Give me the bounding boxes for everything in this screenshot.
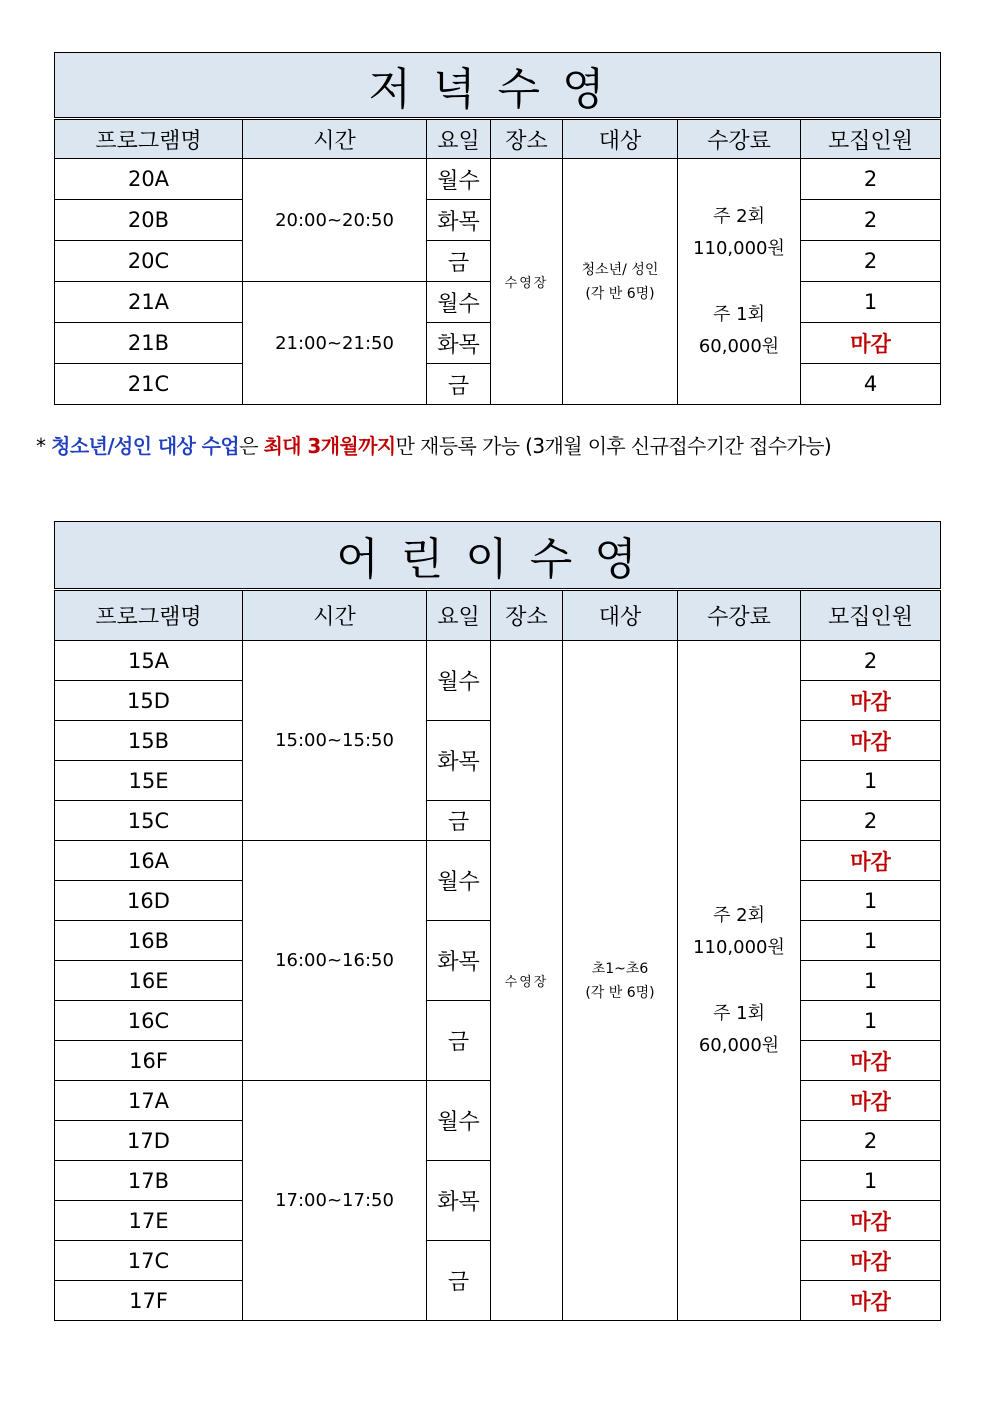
day-cell: 월수 (427, 282, 491, 323)
table-row (55, 641, 941, 681)
program-name: 21C (55, 364, 243, 405)
program-name: 16C (55, 1001, 243, 1041)
evening-schedule-table (54, 52, 941, 405)
fee-line: 60,000원 (698, 1034, 780, 1056)
kids-schedule-table (54, 521, 941, 1321)
program-name: 15E (55, 761, 243, 801)
place-cell: 수영장 (491, 159, 563, 405)
fee-cell (678, 159, 801, 405)
note-target-highlight: 청소년/성인 대상 수업 (51, 434, 240, 458)
program-name: 16B (55, 921, 243, 961)
capacity-cell: 2 (801, 641, 941, 681)
header-capacity: 모집인원 (801, 119, 941, 159)
header-day: 요일 (427, 590, 491, 641)
day-cell: 월수 (427, 841, 491, 921)
target-cell (563, 641, 678, 1321)
fee-line: 주 1회 (713, 1002, 765, 1024)
program-name: 15D (55, 681, 243, 721)
program-name: 17A (55, 1081, 243, 1121)
capacity-cell: 2 (801, 1121, 941, 1161)
time-slot: 15:00~15:50 (243, 641, 427, 841)
program-name: 15B (55, 721, 243, 761)
time-slot: 20:00~20:50 (243, 159, 427, 282)
capacity-cell: 2 (801, 801, 941, 841)
capacity-cell: 1 (801, 761, 941, 801)
capacity-cell: 마감 (801, 323, 941, 364)
capacity-cell: 1 (801, 961, 941, 1001)
header-fee: 수강료 (678, 119, 801, 159)
program-name: 20C (55, 241, 243, 282)
time-slot: 17:00~17:50 (243, 1081, 427, 1321)
target-line: (각 반 6명) (585, 984, 655, 1001)
note-text: 은 (239, 434, 264, 458)
program-name: 17B (55, 1161, 243, 1201)
day-cell: 금 (427, 1241, 491, 1321)
header-capacity: 모집인원 (801, 590, 941, 641)
registration-note (36, 430, 831, 459)
program-name: 21A (55, 282, 243, 323)
note-asterisk: * (36, 434, 46, 458)
capacity-cell: 마감 (801, 1201, 941, 1241)
header-place: 장소 (491, 119, 563, 159)
capacity-cell: 마감 (801, 841, 941, 881)
fee-line: 주 2회 (713, 205, 765, 227)
program-name: 20B (55, 200, 243, 241)
capacity-cell: 마감 (801, 721, 941, 761)
capacity-cell: 마감 (801, 1241, 941, 1281)
note-limit-highlight: 최대 3개월까지 (263, 434, 396, 458)
target-line: (각 반 6명) (585, 285, 655, 302)
day-cell: 금 (427, 801, 491, 841)
fee-line: 110,000원 (693, 936, 785, 958)
day-cell: 화목 (427, 323, 491, 364)
day-cell: 월수 (427, 159, 491, 200)
capacity-cell: 1 (801, 921, 941, 961)
note-text: 만 재등록 가능 (3개월 이후 신규접수기간 접수가능) (395, 434, 832, 458)
header-place: 장소 (491, 590, 563, 641)
day-cell: 금 (427, 364, 491, 405)
program-name: 15A (55, 641, 243, 681)
capacity-cell: 1 (801, 881, 941, 921)
program-name: 17D (55, 1121, 243, 1161)
day-cell: 화목 (427, 921, 491, 1001)
time-slot: 16:00~16:50 (243, 841, 427, 1081)
header-fee: 수강료 (678, 590, 801, 641)
capacity-cell: 마감 (801, 1041, 941, 1081)
program-name: 16F (55, 1041, 243, 1081)
time-slot: 21:00~21:50 (243, 282, 427, 405)
fee-line: 60,000원 (698, 335, 780, 357)
capacity-cell: 1 (801, 282, 941, 323)
day-cell: 금 (427, 241, 491, 282)
capacity-cell: 1 (801, 1161, 941, 1201)
header-program: 프로그램명 (55, 590, 243, 641)
target-line: 청소년/ 성인 (581, 261, 659, 278)
program-name: 17E (55, 1201, 243, 1241)
day-cell: 금 (427, 1001, 491, 1081)
day-cell: 화목 (427, 200, 491, 241)
capacity-cell: 1 (801, 1001, 941, 1041)
program-name: 21B (55, 323, 243, 364)
day-cell: 월수 (427, 1081, 491, 1161)
header-program: 프로그램명 (55, 119, 243, 159)
place-cell: 수영장 (491, 641, 563, 1321)
capacity-cell: 4 (801, 364, 941, 405)
capacity-cell: 마감 (801, 681, 941, 721)
day-cell: 월수 (427, 641, 491, 721)
capacity-cell: 2 (801, 241, 941, 282)
evening-table-title: 저녁수영 (55, 53, 941, 119)
header-day: 요일 (427, 119, 491, 159)
day-cell: 화목 (427, 1161, 491, 1241)
header-time: 시간 (243, 119, 427, 159)
header-target: 대상 (563, 119, 678, 159)
kids-table-title: 어린이수영 (55, 522, 941, 590)
fee-line: 주 2회 (713, 904, 765, 926)
header-target: 대상 (563, 590, 678, 641)
table-row (55, 159, 941, 200)
day-cell: 화목 (427, 721, 491, 801)
target-line: 초1~초6 (591, 960, 649, 977)
header-time: 시간 (243, 590, 427, 641)
capacity-cell: 2 (801, 159, 941, 200)
fee-line: 주 1회 (713, 303, 765, 325)
capacity-cell: 마감 (801, 1281, 941, 1321)
program-name: 17F (55, 1281, 243, 1321)
target-cell (563, 159, 678, 405)
capacity-cell: 마감 (801, 1081, 941, 1121)
fee-cell (678, 641, 801, 1321)
fee-line: 110,000원 (693, 237, 785, 259)
program-name: 16D (55, 881, 243, 921)
program-name: 16E (55, 961, 243, 1001)
program-name: 15C (55, 801, 243, 841)
capacity-cell: 2 (801, 200, 941, 241)
program-name: 17C (55, 1241, 243, 1281)
program-name: 16A (55, 841, 243, 881)
program-name: 20A (55, 159, 243, 200)
